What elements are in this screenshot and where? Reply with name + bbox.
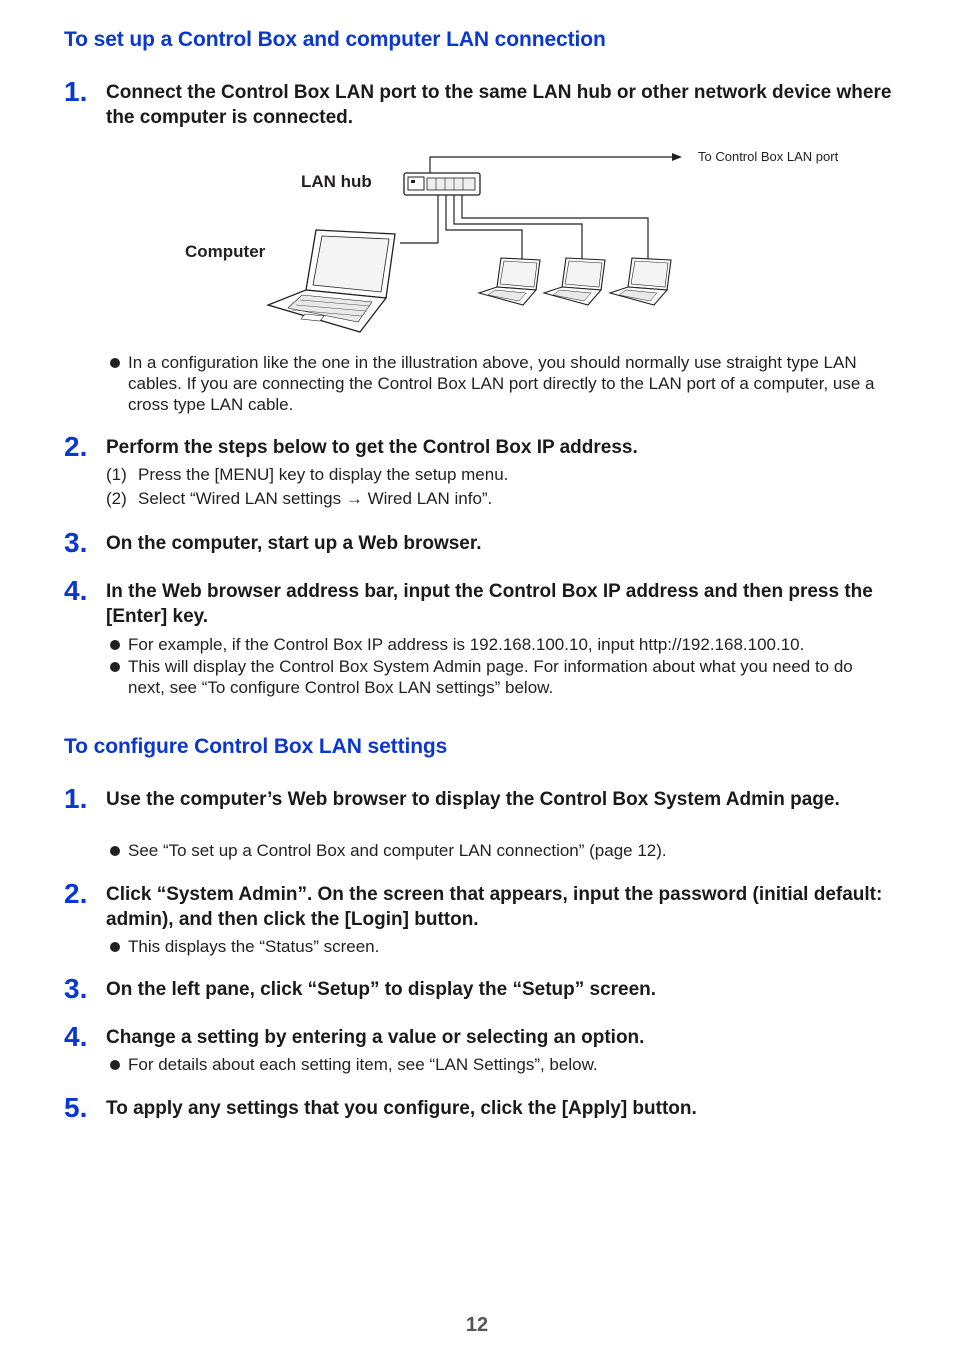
step-text: Connect the Control Box LAN port to the same LAN hub or other network device where the computer is connected. — [106, 82, 892, 128]
bullet-dot-icon — [110, 358, 120, 368]
bullet-text: See “To set up a Control Box and computer LAN connection” (page 12). — [128, 841, 667, 860]
bullet-dot-icon — [110, 640, 120, 650]
bullet-item — [110, 634, 890, 655]
step-number: 4. — [64, 575, 88, 606]
step-text: To apply any settings that you configure, click the [Apply] button. — [106, 1098, 697, 1119]
bullet-text: For details about each setting item, see “LAN Settings”, below. — [128, 1055, 598, 1074]
step-text: Perform the steps below to get the Control Box IP address. — [106, 437, 638, 458]
bullet-item — [110, 352, 890, 415]
bullet-dot-icon — [110, 942, 120, 952]
step-text: Use the computer’s Web browser to display the Control Box System Admin page. — [106, 789, 840, 810]
sub-step-text: Press the [MENU] key to display the setup menu. — [138, 465, 509, 484]
computer-label: Computer — [185, 242, 266, 261]
sub-step-number: (1) — [106, 465, 127, 484]
control-box-port-label: To Control Box LAN port — [698, 149, 839, 164]
bullet-item — [110, 1054, 890, 1075]
laptop-computer-small-icon — [610, 258, 671, 305]
step-number: 3. — [64, 973, 88, 1004]
sub-step — [106, 488, 492, 509]
page-number: 12 — [465, 1314, 489, 1336]
bullet-item — [110, 936, 890, 957]
bullet-text: This will display the Control Box System Admin page. For information about what you need to do next, see “To configure Control Box LAN settings” below. — [128, 657, 853, 697]
lan-hub-illustration — [404, 173, 480, 195]
bullet-item — [110, 656, 890, 698]
bullet-item — [110, 840, 890, 861]
bullet-dot-icon — [110, 1060, 120, 1070]
step-number: 2. — [64, 431, 88, 462]
laptop-computer-large-icon — [268, 230, 395, 332]
bullet-text: For example, if the Control Box IP address is 192.168.100.10, input http://192.168.100.10. — [128, 635, 805, 654]
laptop-computer-small-icon — [544, 258, 605, 305]
step-text: On the computer, start up a Web browser. — [106, 533, 482, 554]
lan-hub-label: LAN hub — [301, 172, 372, 191]
step-number: 2. — [64, 878, 88, 909]
sub-step — [106, 464, 508, 485]
step-text: Change a setting by entering a value or selecting an option. — [106, 1027, 645, 1048]
section-title-lan-connection: To set up a Control Box and computer LAN connection — [64, 28, 606, 51]
step-text: On the left pane, click “Setup” to display the “Setup” screen. — [106, 979, 657, 1000]
step-number: 3. — [64, 527, 88, 558]
bullet-text: This displays the “Status” screen. — [128, 937, 380, 956]
sub-step-text: Select “Wired LAN settings → Wired LAN info”. — [138, 489, 493, 508]
step-text: Click “System Admin”. On the screen that appears, input the password (initial default: admin), and then click the [Login] button. — [106, 884, 883, 930]
section-title-lan-settings: To configure Control Box LAN settings — [64, 735, 448, 758]
step-number: 1. — [64, 76, 88, 107]
sub-step-number: (2) — [106, 489, 127, 508]
bullet-text: In a configuration like the one in the illustration above, you should normally use straight type LAN cables. If you are connecting the Control Box LAN port directly to the LAN port of a computer, use a cross type LAN cable. — [128, 353, 875, 414]
step-number: 4. — [64, 1021, 88, 1052]
step-number: 5. — [64, 1092, 88, 1123]
cables-to-computers — [400, 195, 648, 262]
step-text: In the Web browser address bar, input the Control Box IP address and then press the [Enter] key. — [106, 581, 873, 627]
bullet-dot-icon — [110, 846, 120, 856]
laptop-computer-small-icon — [479, 258, 540, 305]
bullet-dot-icon — [110, 662, 120, 672]
lan-connection-diagram — [260, 140, 880, 340]
step-number: 1. — [64, 783, 88, 814]
